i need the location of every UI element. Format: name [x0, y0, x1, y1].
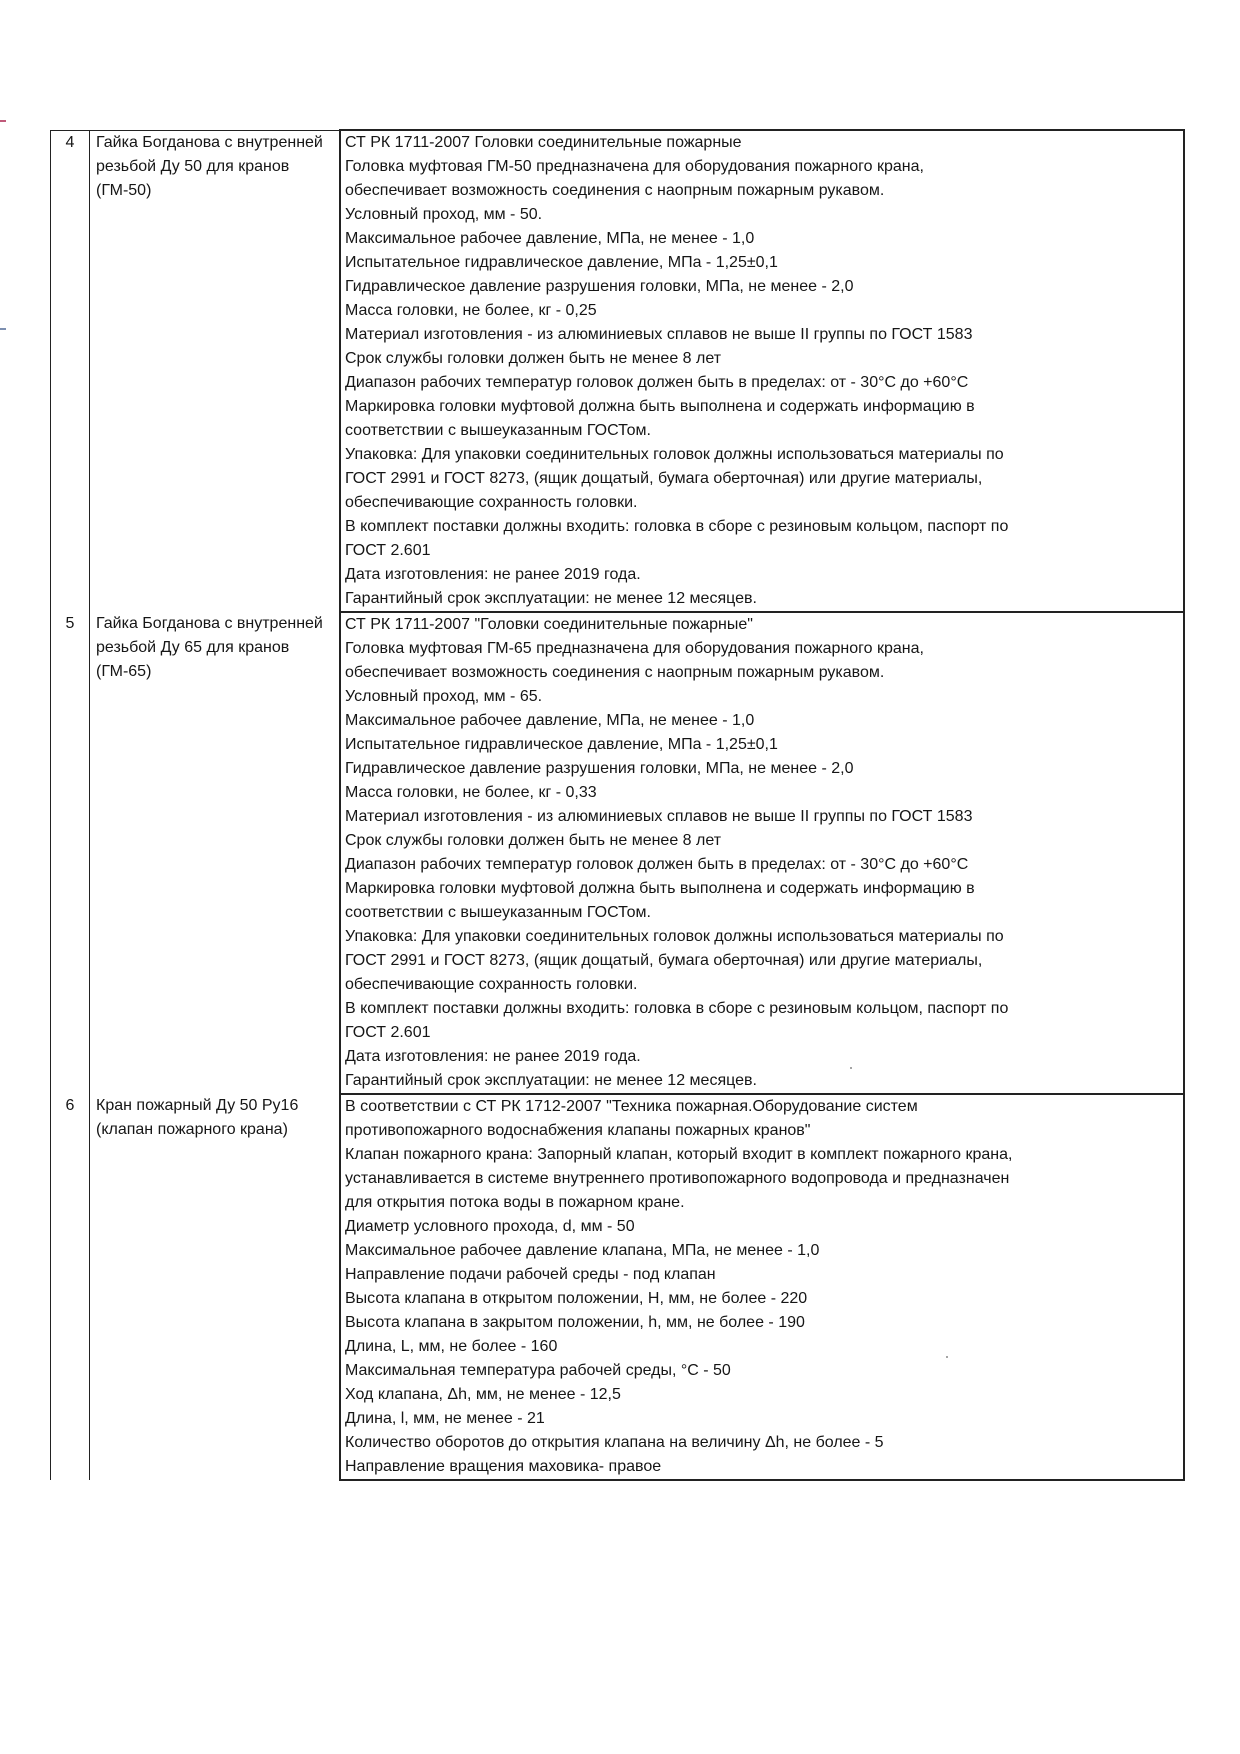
spec-line: Высота клапана в открытом положении, Н, мм, не более - 220	[345, 1290, 808, 1307]
spec-line: Условный проход, мм - 65.	[345, 688, 543, 705]
spec-line: Дата изготовления: не ранее 2019 года.	[345, 1048, 641, 1065]
spec-line: Гарантийный срок эксплуатации: не менее 12 месяцев.	[345, 1072, 757, 1089]
spec-line: ГОСТ 2.601	[345, 542, 431, 559]
spec-line: обеспечивающие сохранность головки.	[345, 976, 638, 993]
spec-line: Высота клапана в закрытом положении, h, мм, не более - 190	[345, 1314, 805, 1331]
spec-line: Количество оборотов до открытия клапана на величину Δh, не более - 5	[345, 1434, 884, 1451]
spec-line: В комплект поставки должны входить: головка в сборе с резиновым кольцом, паспорт по	[345, 1000, 1009, 1017]
spec-line: Длина, l, мм, не менее - 21	[345, 1410, 545, 1427]
item-specification	[340, 130, 1184, 612]
item-name: Гайка Богданова с внутренней резьбой Ду 65 для кранов (ГМ-65)	[90, 612, 341, 1094]
table-row	[51, 130, 1185, 612]
spec-lines	[345, 1095, 1179, 1479]
scan-margin-mark	[0, 328, 6, 330]
item-name: Гайка Богданова с внутренней резьбой Ду 50 для кранов (ГМ-50)	[90, 130, 341, 612]
spec-line: Максимальная температура рабочей среды, °С - 50	[345, 1362, 731, 1379]
spec-line: Дата изготовления: не ранее 2019 года.	[345, 566, 641, 583]
spec-line: Гидравлическое давление разрушения головки, МПа, не менее - 2,0	[345, 760, 854, 777]
spec-line: Срок службы головки должен быть не менее 8 лет	[345, 350, 722, 367]
spec-line: Испытательное гидравлическое давление, МПа - 1,25±0,1	[345, 736, 778, 753]
spec-line: Ход клапана, Δh, мм, не менее - 12,5	[345, 1386, 621, 1403]
spec-line: Гидравлическое давление разрушения головки, МПа, не менее - 2,0	[345, 278, 854, 295]
spec-line: ГОСТ 2.601	[345, 1024, 431, 1041]
spec-line: противопожарного водоснабжения клапаны пожарных кранов"	[345, 1122, 811, 1139]
specification-table	[50, 129, 1185, 1481]
item-specification	[340, 1094, 1184, 1480]
spec-line: Упаковка: Для упаковки соединительных головок должны использоваться материалы по	[345, 928, 1004, 945]
spec-lines	[345, 131, 1179, 611]
spec-line: Срок службы головки должен быть не менее 8 лет	[345, 832, 722, 849]
spec-line: Максимальное рабочее давление, МПа, не менее - 1,0	[345, 712, 755, 729]
spec-line: Гарантийный срок эксплуатации: не менее 12 месяцев.	[345, 590, 757, 607]
spec-line: Направление подачи рабочей среды - под клапан	[345, 1266, 716, 1283]
item-name: Кран пожарный Ду 50 Ру16 (клапан пожарного крана)	[90, 1094, 341, 1480]
row-number: 6	[51, 1094, 90, 1480]
scan-margin-mark	[0, 120, 6, 122]
spec-line: Материал изготовления - из алюминиевых сплавов не выше II группы по ГОСТ 1583	[345, 808, 973, 825]
spec-line: Диапазон рабочих температур головок должен быть в пределах: от - 30°С до +60°С	[345, 374, 969, 391]
spec-line: Условный проход, мм - 50.	[345, 206, 543, 223]
spec-line: Диаметр условного прохода, d, мм - 50	[345, 1218, 635, 1235]
spec-line: СТ РК 1711-2007 "Головки соединительные пожарные"	[345, 616, 753, 633]
spec-line: Испытательное гидравлическое давление, МПа - 1,25±0,1	[345, 254, 778, 271]
spec-line: устанавливается в системе внутреннего противопожарного водопровода и предназначен	[345, 1170, 1010, 1187]
spec-line: Направление вращения маховика- правое	[345, 1458, 662, 1475]
spec-line: соответствии с вышеуказанным ГОСТом.	[345, 422, 651, 439]
spec-line: Максимальное рабочее давление, МПа, не менее - 1,0	[345, 230, 755, 247]
row-number: 5	[51, 612, 90, 1094]
spec-line: Упаковка: Для упаковки соединительных головок должны использоваться материалы по	[345, 446, 1004, 463]
spec-line: СТ РК 1711-2007 Головки соединительные пожарные	[345, 134, 742, 151]
spec-line: Материал изготовления - из алюминиевых сплавов не выше II группы по ГОСТ 1583	[345, 326, 973, 343]
spec-line: ГОСТ 2991 и ГОСТ 8273, (ящик дощатый, бумага оберточная) или другие материалы,	[345, 952, 983, 969]
spec-line: Головка муфтовая ГМ-50 предназначена для оборудования пожарного крана,	[345, 158, 924, 175]
spec-line: соответствии с вышеуказанным ГОСТом.	[345, 904, 651, 921]
row-number: 4	[51, 130, 90, 612]
table-row	[51, 612, 1185, 1094]
spec-line: Маркировка головки муфтовой должна быть выполнена и содержать информацию в	[345, 398, 975, 415]
item-specification	[340, 612, 1184, 1094]
spec-line: Масса головки, не более, кг - 0,25	[345, 302, 597, 319]
spec-line: В комплект поставки должны входить: головка в сборе с резиновым кольцом, паспорт по	[345, 518, 1009, 535]
spec-line: Диапазон рабочих температур головок должен быть в пределах: от - 30°С до +60°С	[345, 856, 969, 873]
spec-line: для открытия потока воды в пожарном кране.	[345, 1194, 685, 1211]
spec-line: обеспечивает возможность соединения с наопрным пожарным рукавом.	[345, 182, 885, 199]
spec-lines	[345, 613, 1179, 1093]
spec-line: Головка муфтовая ГМ-65 предназначена для оборудования пожарного крана,	[345, 640, 924, 657]
spec-line: обеспечивающие сохранность головки.	[345, 494, 638, 511]
spec-line: ГОСТ 2991 и ГОСТ 8273, (ящик дощатый, бумага оберточная) или другие материалы,	[345, 470, 983, 487]
table-row	[51, 1094, 1185, 1480]
spec-line: В соответствии с СТ РК 1712-2007 "Техника пожарная.Оборудование систем	[345, 1098, 918, 1115]
spec-line: Масса головки, не более, кг - 0,33	[345, 784, 597, 801]
spec-line: обеспечивает возможность соединения с наопрным пожарным рукавом.	[345, 664, 885, 681]
spec-line: Клапан пожарного крана: Запорный клапан, который входит в комплект пожарного крана,	[345, 1146, 1013, 1163]
spec-line: Длина, L, мм, не более - 160	[345, 1338, 558, 1355]
spec-line: Максимальное рабочее давление клапана, МПа, не менее - 1,0	[345, 1242, 820, 1259]
spec-line: Маркировка головки муфтовой должна быть выполнена и содержать информацию в	[345, 880, 975, 897]
